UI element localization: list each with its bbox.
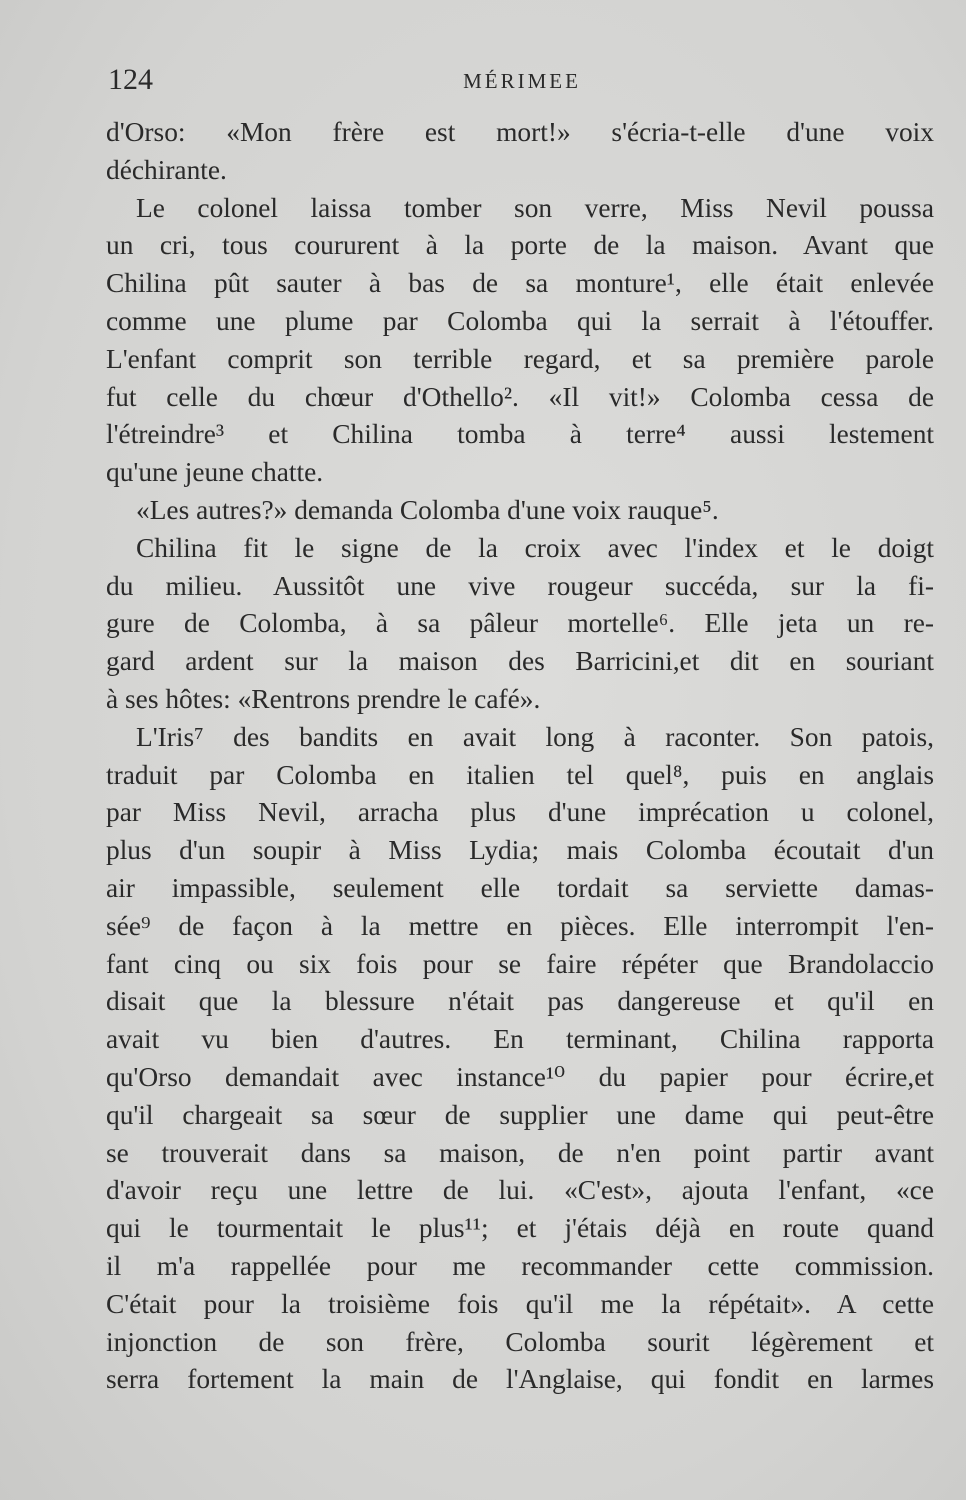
text-line: Le colonel laissa tomber son verre, Miss Nevil poussa	[136, 192, 934, 223]
text-line: déchirante.	[106, 154, 227, 185]
page-number: 124	[108, 63, 153, 96]
text-line: sée⁹ de façon à la mettre en pièces. Elle interrompit l'en-	[106, 910, 934, 941]
text-line: qu'une jeune chatte.	[106, 457, 324, 488]
text-line: air impassible, seulement elle tordait sa serviette damas-	[106, 872, 934, 903]
text-line: se trouverait dans sa maison, de n'en point partir avant	[106, 1137, 934, 1168]
text-line: d'avoir reçu une lettre de lui. «C'est», ajouta l'enfant, «ce	[106, 1175, 934, 1206]
text-line: un cri, tous coururent à la porte de la maison. Avant que	[106, 230, 934, 261]
text-line: fant cinq ou six fois pour se faire répéter que Brandolaccio	[106, 948, 934, 979]
text-line: l'étreindre³ et Chilina tomba à terre⁴ aussi lestement	[106, 419, 934, 450]
text-line: «Les autres?» demanda Colomba d'une voix rauque⁵.	[136, 494, 719, 525]
text-line: disait que la blessure n'était pas dangereuse et qu'il en	[106, 986, 934, 1017]
text-line: Chilina pût sauter à bas de sa monture¹, elle était enlevée	[106, 268, 934, 299]
running-head: MÉRIMEE	[463, 69, 581, 93]
text-line: injonction de son frère, Colomba sourit légèrement et	[106, 1326, 934, 1357]
text-line: il m'a rappellée pour me recommander cette commission.	[106, 1250, 934, 1281]
body-text	[106, 114, 934, 1399]
text-line: avait vu bien d'autres. En terminant, Chilina rapporta	[106, 1024, 934, 1055]
text-line: Chilina fit le signe de la croix avec l'index et le doigt	[136, 532, 934, 563]
text-line: à ses hôtes: «Rentrons prendre le café».	[106, 683, 541, 714]
text-line: gard ardent sur la maison des Barricini,et dit en souriant	[106, 646, 934, 677]
text-line: du milieu. Aussitôt une vive rougeur succéda, sur la fi-	[106, 570, 934, 601]
text-line: comme une plume par Colomba qui la serrait à l'étouffer.	[106, 305, 934, 336]
text-line: L'Iris⁷ des bandits en avait long à raconter. Son patois,	[136, 721, 934, 752]
text-line: serra fortement la main de l'Anglaise, qui fondit en larmes	[106, 1364, 934, 1395]
text-line: par Miss Nevil, arracha plus d'une imprécation u colonel,	[106, 797, 934, 828]
page-header	[108, 62, 936, 98]
text-line: traduit par Colomba en italien tel quel⁸, puis en anglais	[106, 759, 934, 790]
text-line: d'Orso: «Mon frère est mort!» s'écria-t-elle d'une voix	[106, 117, 934, 147]
text-line: qu'il chargeait sa sœur de supplier une dame qui peut-être	[106, 1099, 934, 1130]
text-line: qu'Orso demandait avec instance¹⁰ du papier pour écrire,et	[106, 1061, 934, 1092]
text-line: C'était pour la troisième fois qu'il me la répétait». A cette	[106, 1288, 934, 1319]
text-line: gure de Colomba, à sa pâleur mortelle⁶. Elle jeta un re-	[106, 608, 934, 639]
text-line: fut celle du chœur d'Othello². «Il vit!» Colomba cessa de	[106, 381, 934, 412]
text-line: qui le tourmentait le plus¹¹; et j'étais déjà en route quand	[106, 1213, 934, 1244]
text-line: plus d'un soupir à Miss Lydia; mais Colomba écoutait d'un	[106, 835, 934, 866]
text-line: L'enfant comprit son terrible regard, et sa première parole	[106, 343, 934, 374]
